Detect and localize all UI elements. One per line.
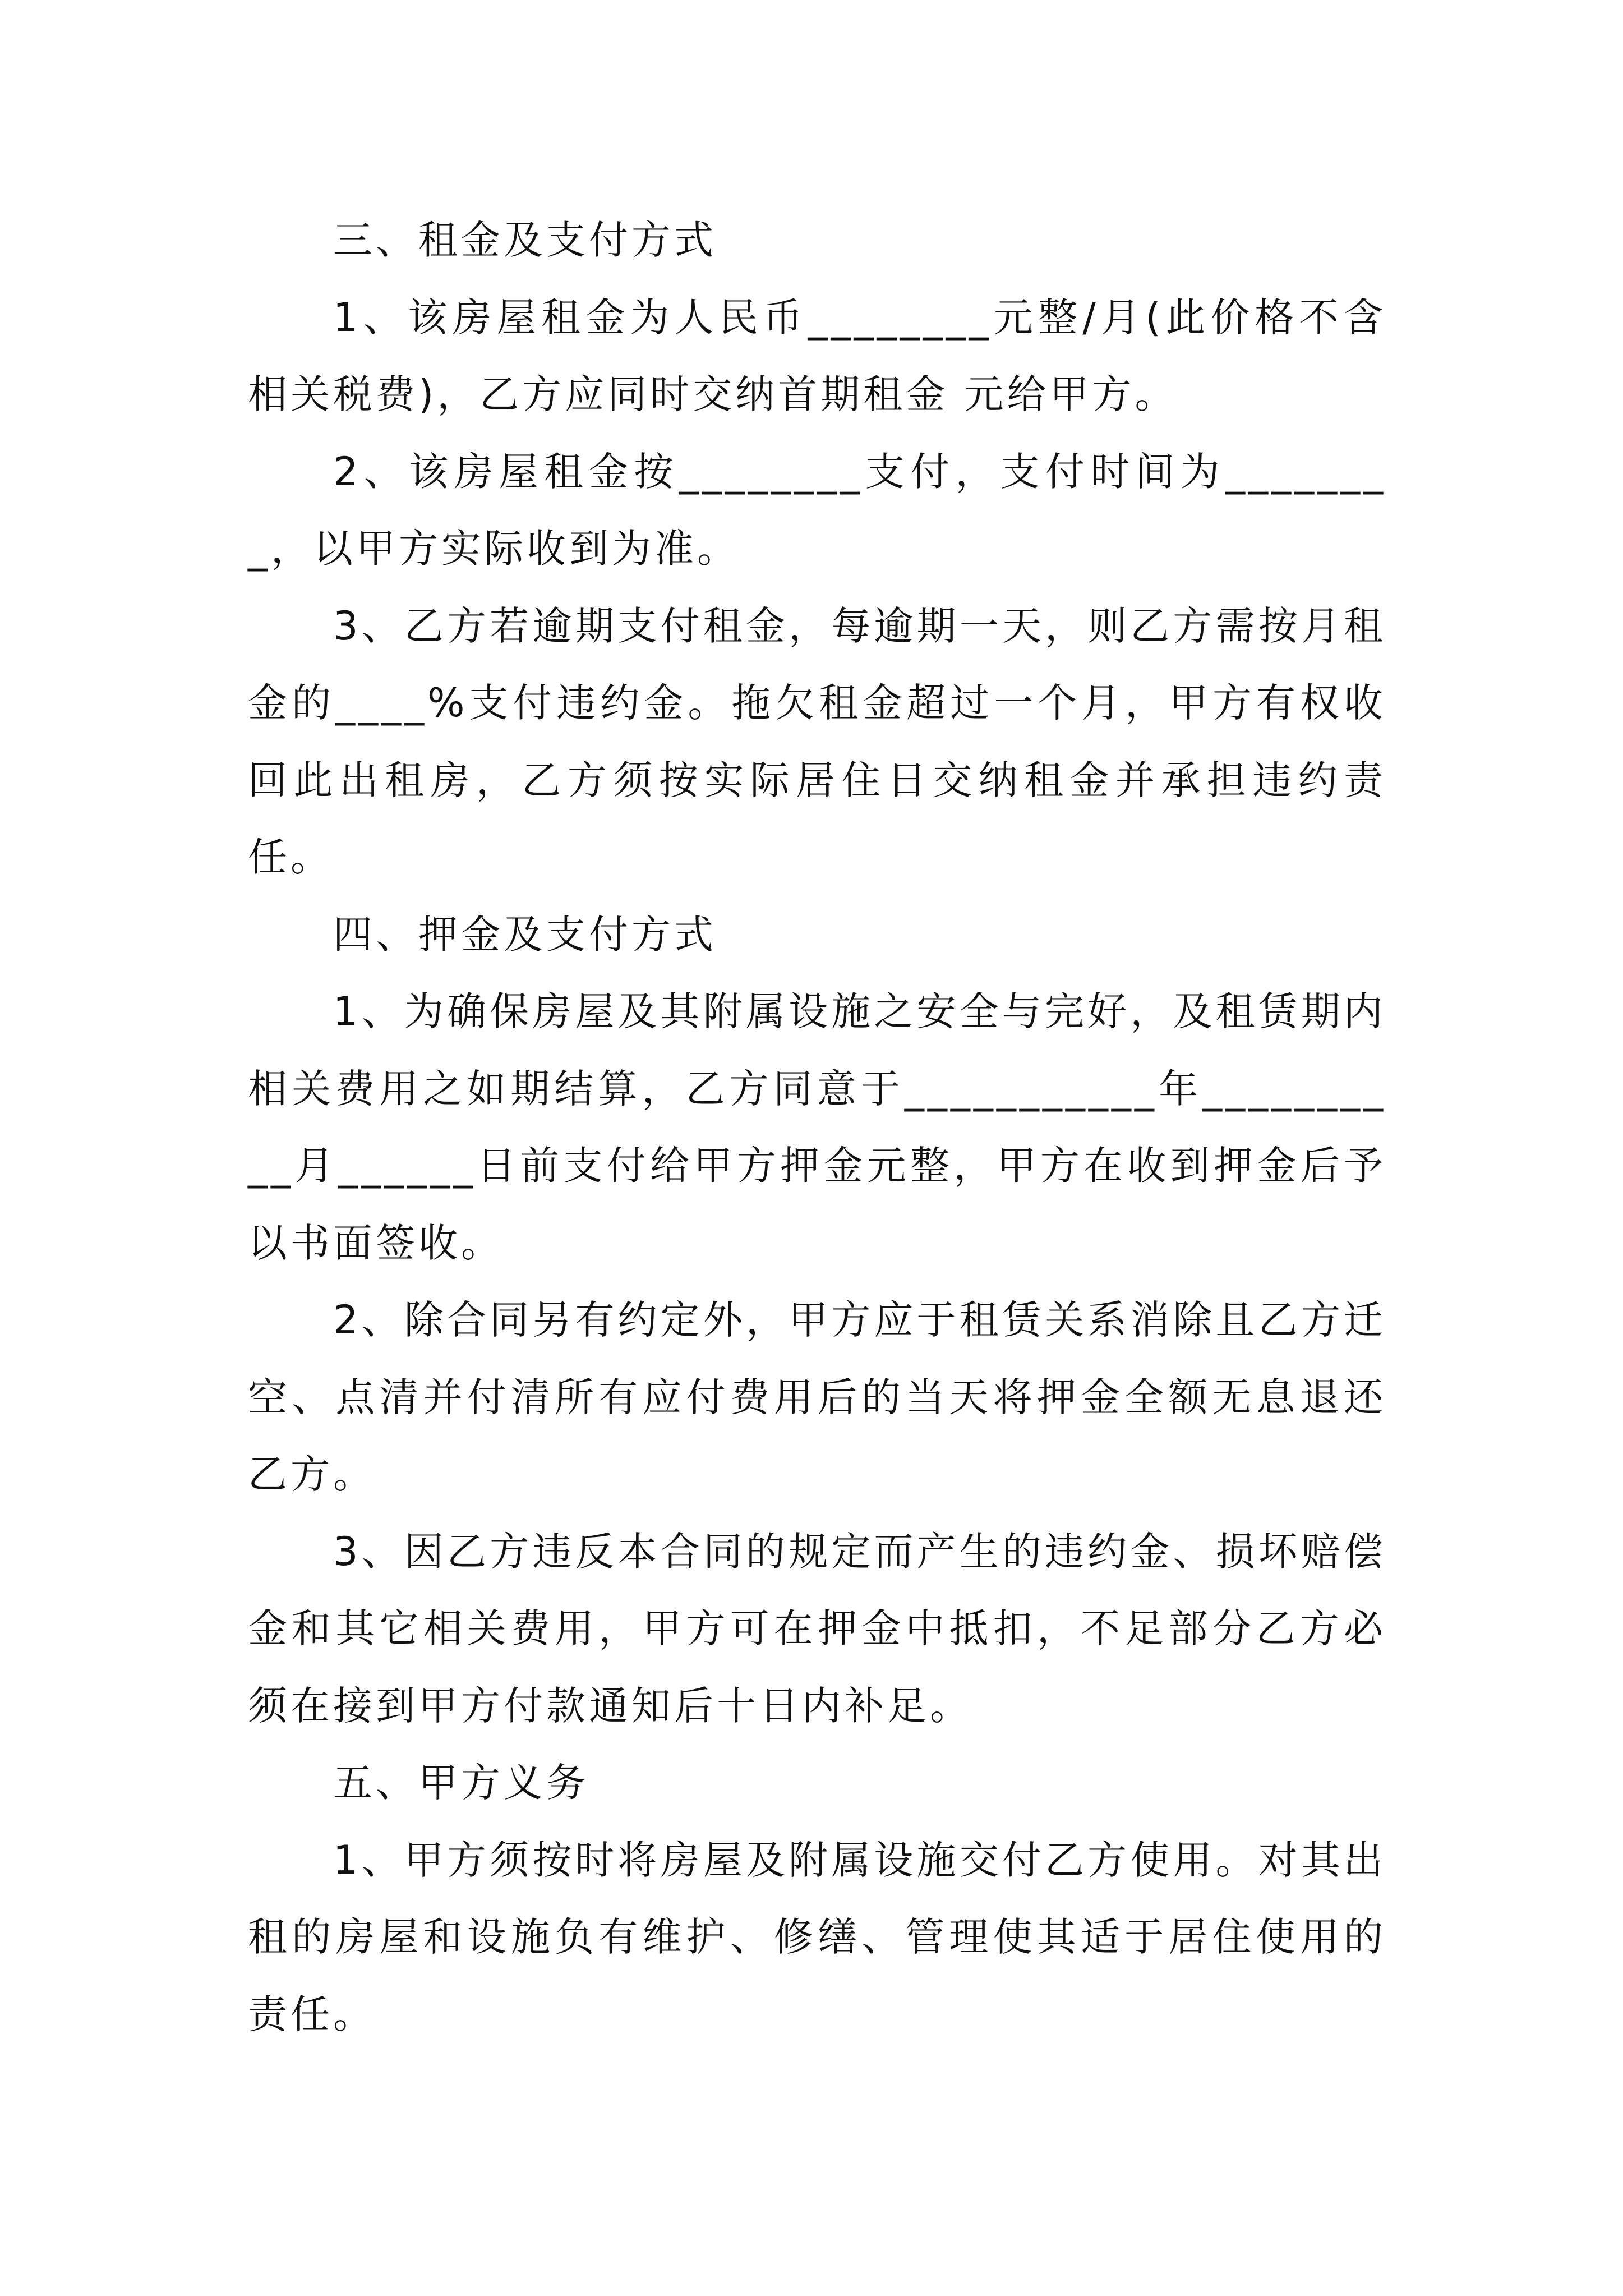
document-body <box>248 202 1386 2053</box>
clause-late-payment: 3、乙方若逾期支付租金，每逾期一天，则乙方需按月租金的____%支付违约金。拖欠租金超过一个月，甲方有权收回此出租房，乙方须按实际居住日交纳租金并承担违约责任。 <box>248 602 1386 880</box>
clause-deposit-refund: 2、除合同另有约定外，甲方应于租赁关系消除且乙方迁空、点清并付清所有应付费用后的当天将押金全额无息退还乙方。 <box>248 1297 1386 1497</box>
section-heading-deposit: 四、押金及支付方式 <box>333 911 717 958</box>
clause-deposit-payment: 1、为确保房屋及其附属设施之安全与完好，及租赁期内相关费用之如期结算，乙方同意于___________年__________月______日前支付给甲方押金元整，甲方在收到押金后予以书面签收。 <box>248 988 1386 1266</box>
section-heading-rent: 三、租金及支付方式 <box>333 217 717 263</box>
clause-deposit-deduction: 3、因乙方违反本合同的规定而产生的违约金、损坏赔偿金和其它相关费用，甲方可在押金中抵扣，不足部分乙方必须在接到甲方付款通知后十日内补足。 <box>248 1528 1386 1729</box>
clause-rent-payment-time: 2、该房屋租金按________支付，支付时间为________，以甲方实际收到为准。 <box>248 448 1386 572</box>
clause-party-a-delivery: 1、甲方须按时将房屋及附属设施交付乙方使用。对其出租的房屋和设施负有维护、修缮、管理使其适于居住使用的责任。 <box>248 1837 1386 2037</box>
section-heading-party-a-duties: 五、甲方义务 <box>333 1760 589 1806</box>
clause-rent-amount: 1、该房屋租金为人民币________元整/月(此价格不含相关税费)，乙方应同时交纳首期租金 元给甲方。 <box>248 294 1386 417</box>
